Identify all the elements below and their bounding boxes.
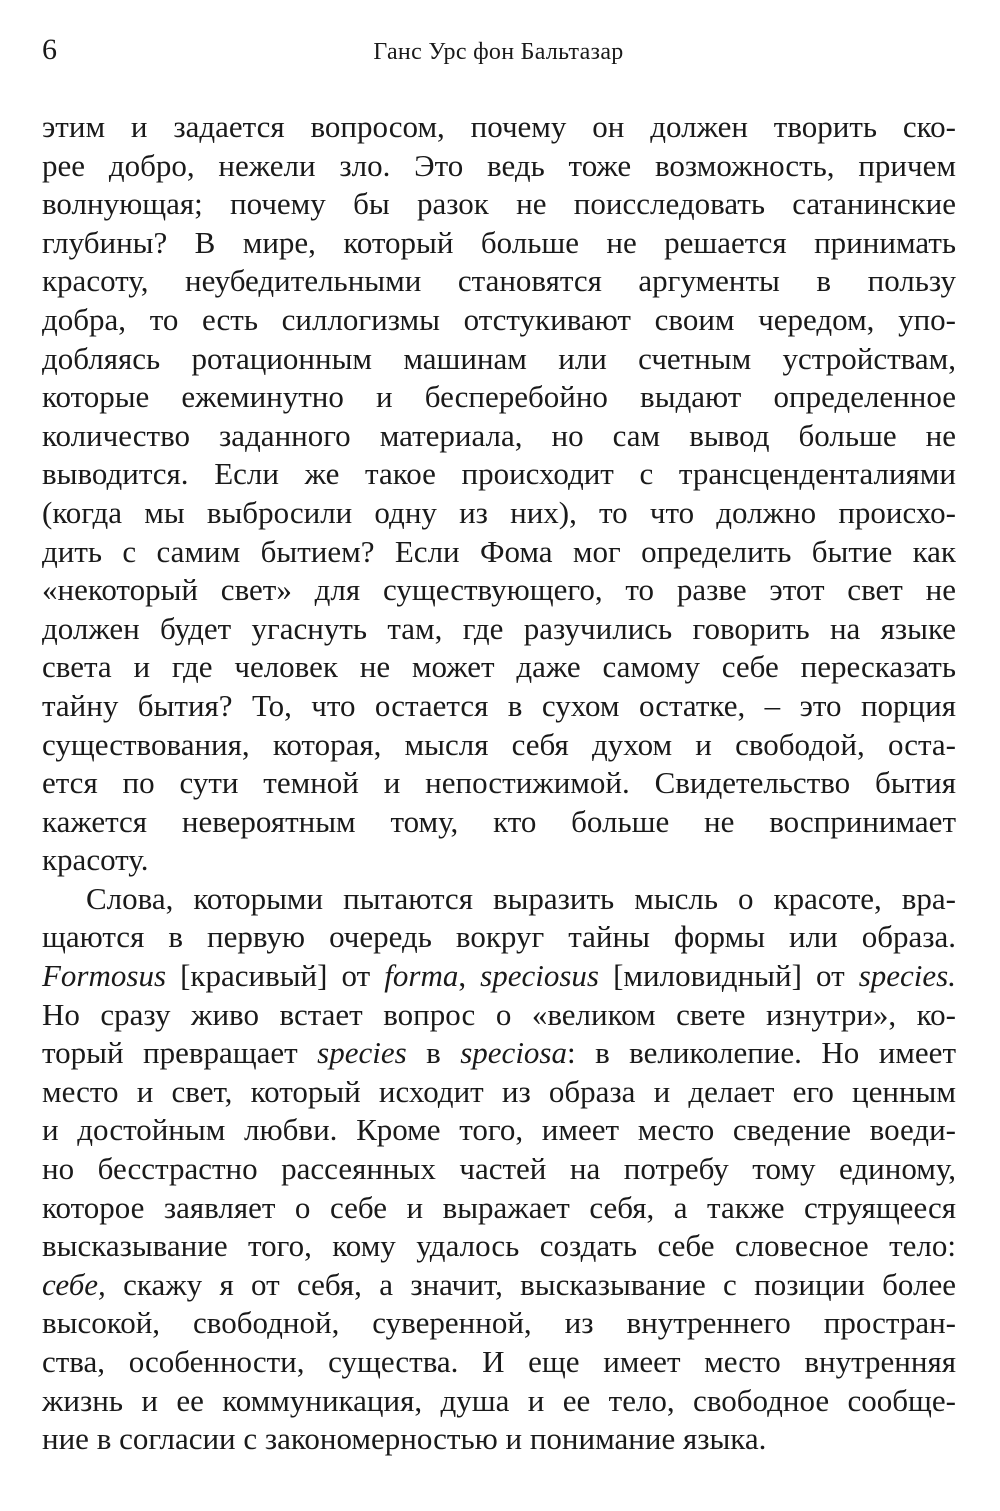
text-line: дить с самим бытием? Если Фома мог определить бытие как <box>42 533 956 569</box>
text-line: кажется невероятным тому, кто больше не воспринимает <box>42 803 956 839</box>
text-line: выводится. Если же такое происходит с трансценденталиями <box>42 456 956 492</box>
latin-term: speciosus <box>480 958 599 994</box>
text-line: этим и задается вопросом, почему он должен творить ско- <box>42 109 956 144</box>
text-line: высокой, свободной, суверенной, из внутреннего простран- <box>42 1305 956 1341</box>
latin-term: Formosus <box>42 958 167 994</box>
page-header <box>42 30 955 70</box>
paragraph-2 <box>42 880 956 1459</box>
text-line: высказывание того, кому удалось создать себе словесное тело: <box>42 1228 956 1264</box>
text-line: (когда мы выбросили одну из них), то что должно происхо- <box>42 494 956 530</box>
text-line: место и свет, который исходит из образа и делает его ценным <box>42 1073 956 1109</box>
latin-term: speciosa <box>460 1035 567 1071</box>
text-line: ется по сути темной и непостижимой. Свидетельство бытия <box>42 765 956 801</box>
text-line: ние в согласии с закономерностью и понимание языка. <box>42 1421 767 1457</box>
text-line: щаются в первую очередь вокруг тайны формы или образа. <box>42 919 956 955</box>
paragraph-1 <box>42 108 956 880</box>
text-segment: торый превращает <box>42 1035 318 1071</box>
running-head: Ганс Урс фон Бальтазар <box>373 39 624 65</box>
text-line: должен будет угаснуть там, где разучились говорить на языке <box>42 610 956 646</box>
text-line: Но сразу живо встает вопрос о «великом свете изнутри», ко- <box>42 996 956 1032</box>
text-line-mixed <box>42 1266 956 1305</box>
text-line: которые ежеминутно и бесперебойно выдают определенное <box>42 379 956 415</box>
text-line: тайну бытия? То, что остается в сухом остатке, – это порция <box>42 687 956 723</box>
text-line: существования, которая, мысля себя духом и свободой, оста- <box>42 726 956 762</box>
text-line: но бесстрастно рассеянных частей на потребу тому единому, <box>42 1151 956 1187</box>
text-line: света и где человек не может даже самому себе пересказать <box>42 649 956 685</box>
text-line: и достойным любви. Кроме того, имеет место сведение воеди- <box>42 1112 956 1148</box>
text-line: «некоторый свет» для существующего, то разве этот свет не <box>42 572 956 608</box>
emphasized-word: себе, <box>42 1266 106 1302</box>
text-segment: [миловидный] от <box>599 958 859 994</box>
body-text <box>42 108 956 1459</box>
text-line: ства, особенности, существа. И еще имеет место внутренняя <box>42 1344 956 1379</box>
text-line-mixed <box>42 957 956 996</box>
text-segment: , <box>458 958 481 994</box>
text-line-mixed <box>42 1034 956 1073</box>
text-line: жизнь и ее коммуникация, душа и ее тело, свободное сообще- <box>42 1382 956 1418</box>
latin-term: species. <box>858 958 956 994</box>
text-line: волнующая; почему бы разок не поисследовать сатанинские <box>42 186 956 222</box>
text-segment: [красивый] от <box>166 958 385 994</box>
text-line: которое заявляет о себе и выражает себя, а также струящееся <box>42 1189 956 1225</box>
text-line: глубины? В мире, который больше не решается принимать <box>42 224 956 260</box>
text-line: добра, то есть силлогизмы отстукивают своим чередом, упо- <box>42 301 956 337</box>
text-segment: скажу я от себя, а значит, высказывание с позиции более <box>105 1266 956 1302</box>
text-line: красоту. <box>42 842 149 878</box>
text-segment: в <box>406 1035 461 1071</box>
text-line: красоту, неубедительными становятся аргументы в пользу <box>42 263 956 299</box>
page-number: 6 <box>42 33 57 66</box>
latin-term: species <box>317 1035 407 1071</box>
text-segment: : в великолепие. Но имеет <box>567 1035 956 1071</box>
latin-term: forma <box>384 958 459 994</box>
text-line: добляясь ротационным машинам или счетным устройствам, <box>42 340 956 376</box>
text-line: Слова, которыми пытаются выразить мысль о красоте, вра- <box>86 880 956 916</box>
text-line: количество заданного материала, но сам вывод больше не <box>42 417 956 453</box>
text-line: рее добро, нежели зло. Это ведь тоже возможность, причем <box>42 147 956 183</box>
